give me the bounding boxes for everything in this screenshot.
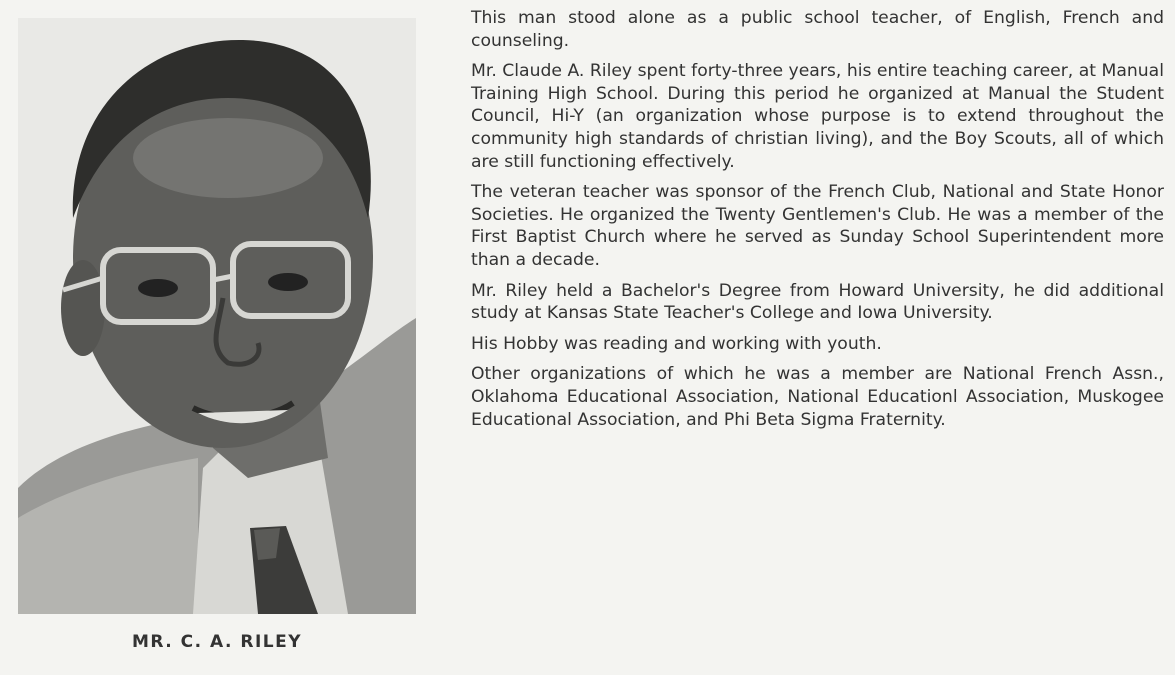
biography-text — [471, 7, 1164, 439]
photo-caption: MR. C. A. RILEY — [131, 632, 303, 652]
paragraph-5: His Hobby was reading and working with youth. — [471, 333, 882, 354]
paragraph-2: Mr. Claude A. Riley spent forty-three years, his entire teaching career, at Manual Training High School. During this period he organized at Manual the Student Council, Hi-Y (an organization whose purpose is to extend throughout the community high standards of christian living), and the Boy Scouts, all of which are still functioning effectively. — [471, 61, 1164, 172]
paragraph-6: Other organizations of which he was a member are National French Assn., Oklahoma Educational Association, National Educationl Association, Muskogee Educational Association, and Phi Beta Sigma Fraternity. — [471, 364, 1164, 430]
paragraph-1: This man stood alone as a public school teacher, of English, French and counseling. — [471, 8, 1164, 51]
paragraph-4: Mr. Riley held a Bachelor's Degree from Howard University, he did additional study at Kansas State Teacher's College and Iowa University. — [471, 280, 1164, 324]
paragraph-3: The veteran teacher was sponsor of the French Club, National and State Honor Societies. He organized the Twenty Gentlemen's Club. He was a member of the First Baptist Church where he served as Sunday School Superintendent more than a decade. — [471, 182, 1164, 270]
portrait-illustration — [18, 18, 416, 614]
portrait-photo — [18, 18, 416, 614]
